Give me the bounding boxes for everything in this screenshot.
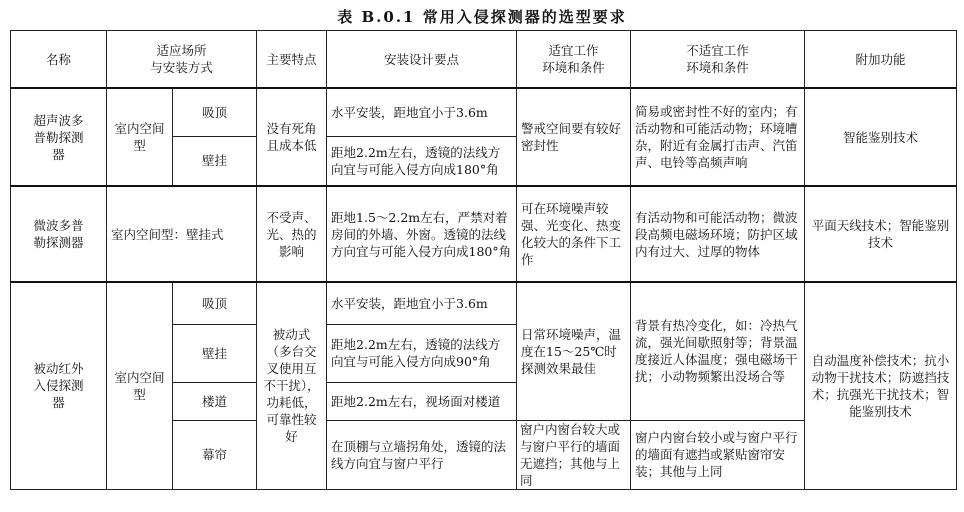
cell-install: 水平安装，距地宜小于3.6m [327,88,517,136]
cell-suitable: 窗户内窗台较大或与窗户平行的墙面无遮挡；其他与上同 [517,420,631,489]
cell-unsuitable: 有活动物和可能活动物；微波段高频电磁场环境；防护区域内有过大、过厚的物体 [631,186,805,282]
header-name: 名称 [11,31,107,89]
header-suitable: 适宜工作 环境和条件 [517,31,631,89]
cell-mount: 幕帘 [173,420,257,489]
cell-install: 距地2.2m左右，透镜的法线方向宜与可能入侵方向成180°角 [327,136,517,186]
table-row [11,88,957,136]
cell-suitable: 可在环境噪声较强、光变化、热变化较大的条件下工作 [517,186,631,282]
table-title: 表 B.0.1 常用入侵探测器的选型要求 [337,8,627,26]
cell-suitable: 日常环境噪声，温度在15～25℃时探测效果最佳 [517,282,631,420]
table-row [11,186,957,282]
cell-extra: 智能鉴别技术 [805,88,957,186]
cell-install: 距地2.2m左右，透镜的法线方向宜与可能入侵方向成90°角 [327,324,517,382]
cell-mount: 壁挂 [173,324,257,382]
cell-mount: 吸顶 [173,88,257,136]
cell-install: 在顶棚与立墙拐角处，透镜的法线方向宜与窗户平行 [327,420,517,489]
cell-scene: 室内空间型 [107,88,173,186]
cell-extra: 自动温度补偿技术；抗小动物干扰技术；防遮挡技术；抗强光干扰技术；智能鉴别技术 [805,282,957,489]
cell-extra: 平面天线技术；智能鉴别技术 [805,186,957,282]
cell-unsuitable: 简易或密封性不好的室内；有活动物和可能活动物；环境嘈杂，附近有金属打击声、汽笛声、电铃等高频声响 [631,88,805,186]
cell-mount: 楼道 [173,382,257,420]
table-row [11,282,957,324]
cell-unsuitable: 背景有热冷变化，如：冷热气流，强光间歇照射等；背景温度接近人体温度；强电磁场干扰；小动物频繁出没场合等 [631,282,805,420]
cell-unsuitable: 窗户内窗台较小或与窗户平行的墙面有遮挡或紧贴窗帘安装；其他与上同 [631,420,805,489]
cell-scene: 室内空间型：壁挂式 [107,186,257,282]
header-extra: 附加功能 [805,31,957,89]
cell-name: 被动红外入侵探测器 [11,282,107,489]
header-install: 安装设计要点 [327,31,517,89]
cell-mount: 吸顶 [173,282,257,324]
cell-install: 距地2.2m左右，视场面对楼道 [327,382,517,420]
header-row [11,31,957,89]
cell-install: 距地1.5～2.2m左右，严禁对着房间的外墙、外窗。透镜的法线方向宜与可能入侵方向成180°角 [327,186,517,282]
header-unsuitable: 不适宜工作 环境和条件 [631,31,805,89]
cell-features: 没有死角且成本低 [257,88,327,186]
cell-features: 被动式（多台交叉使用互不干扰），功耗低，可靠性较好 [257,282,327,489]
cell-features: 不受声、光、热的影响 [257,186,327,282]
header-scene: 适应场所 与安装方式 [107,31,257,89]
cell-scene: 室内空间型 [107,282,173,489]
cell-install: 水平安装，距地宜小于3.6m [327,282,517,324]
cell-name: 超声波多普勒探测器 [11,88,107,186]
header-features: 主要特点 [257,31,327,89]
detector-selection-table [10,30,957,490]
cell-mount: 壁挂 [173,136,257,186]
cell-suitable: 警戒空间要有较好密封性 [517,88,631,186]
cell-name: 微波多普勒探测器 [11,186,107,282]
